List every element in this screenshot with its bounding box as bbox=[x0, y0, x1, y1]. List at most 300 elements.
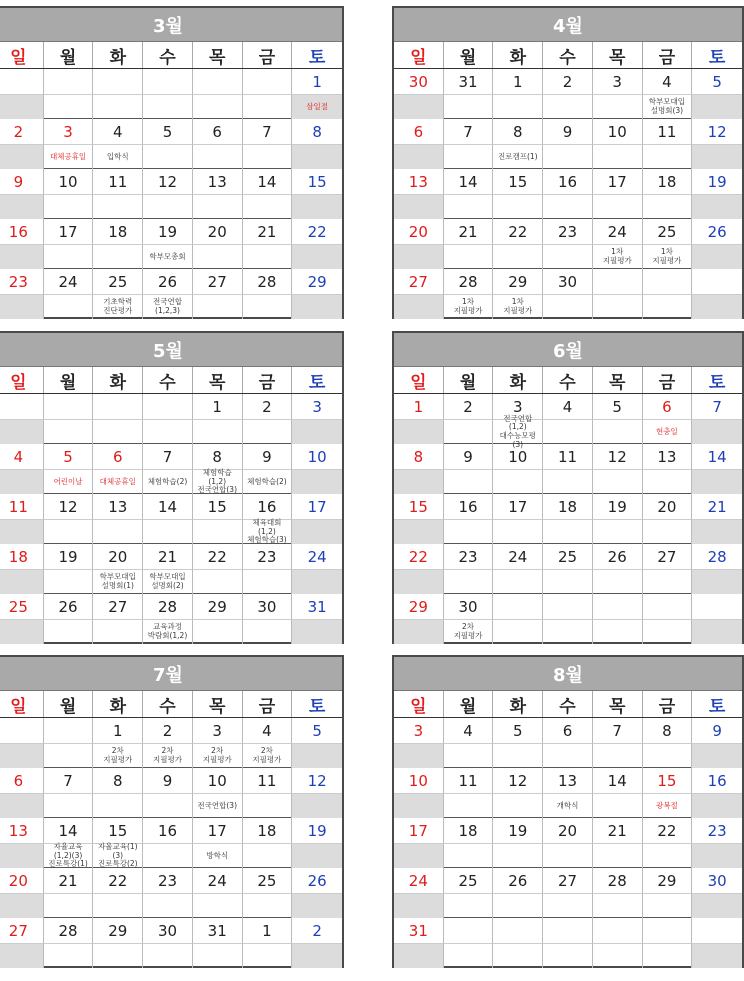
day-event bbox=[444, 245, 494, 269]
weekday-label: 수 bbox=[543, 367, 593, 393]
day-event bbox=[0, 470, 44, 494]
day-number: 29 bbox=[493, 269, 543, 295]
day-number: 2 bbox=[292, 918, 342, 944]
day-number: 10 bbox=[493, 444, 543, 470]
day-number: 12 bbox=[692, 119, 742, 145]
weekday-label: 토 bbox=[308, 47, 326, 68]
day-event bbox=[0, 844, 44, 868]
day-number bbox=[692, 269, 742, 295]
day-event bbox=[593, 844, 643, 868]
day-number: 16 bbox=[692, 768, 742, 794]
day-number: 5 bbox=[143, 119, 193, 145]
day-event bbox=[444, 894, 494, 918]
day-event bbox=[643, 620, 693, 644]
day-number: 20 bbox=[394, 219, 444, 245]
day-number: 30 bbox=[394, 69, 444, 95]
day-number: 24 bbox=[292, 544, 342, 570]
day-number: 10 bbox=[292, 444, 342, 470]
day-number: 11 bbox=[444, 768, 494, 794]
day-number: 23 bbox=[243, 544, 293, 570]
day-number: 7 bbox=[692, 394, 742, 420]
day-event: 개학식 bbox=[543, 794, 593, 818]
day-number: 19 bbox=[593, 494, 643, 520]
week-row bbox=[0, 918, 342, 968]
day-number bbox=[543, 594, 593, 620]
day-event bbox=[394, 744, 444, 768]
day-event bbox=[44, 420, 94, 444]
day-number: 2 bbox=[243, 394, 293, 420]
day-number: 14 bbox=[692, 444, 742, 470]
day-event bbox=[394, 570, 444, 594]
month-calendar bbox=[392, 6, 744, 319]
day-event bbox=[692, 295, 742, 319]
day-number: 31 bbox=[394, 918, 444, 944]
day-number bbox=[643, 918, 693, 944]
week-row bbox=[394, 119, 742, 169]
weekday-label: 화 bbox=[493, 367, 543, 393]
day-event bbox=[292, 894, 342, 918]
day-event bbox=[593, 95, 643, 119]
weekday-label: 수 bbox=[543, 691, 593, 717]
day-number bbox=[444, 918, 494, 944]
day-event bbox=[593, 894, 643, 918]
day-event bbox=[692, 145, 742, 169]
day-event bbox=[44, 245, 94, 269]
weekday-label: 토 bbox=[708, 372, 726, 393]
day-event bbox=[0, 95, 44, 119]
day-number: 3 bbox=[394, 718, 444, 744]
day-event bbox=[93, 944, 143, 968]
day-number: 15 bbox=[493, 169, 543, 195]
day-number: 14 bbox=[143, 494, 193, 520]
week-row bbox=[0, 868, 342, 918]
day-number: 22 bbox=[193, 544, 243, 570]
day-number: 2 bbox=[444, 394, 494, 420]
day-number: 12 bbox=[44, 494, 94, 520]
day-event bbox=[394, 195, 444, 219]
day-number: 27 bbox=[394, 269, 444, 295]
day-event bbox=[593, 295, 643, 319]
day-number: 20 bbox=[193, 219, 243, 245]
day-event: 대체공휴일 bbox=[93, 470, 143, 494]
day-number: 17 bbox=[193, 818, 243, 844]
weekday-label: 일 bbox=[394, 42, 444, 68]
day-number: 3 bbox=[292, 394, 342, 420]
weekday-label: 월 bbox=[44, 691, 94, 717]
day-number bbox=[593, 918, 643, 944]
day-number: 8 bbox=[292, 119, 342, 145]
day-event bbox=[143, 420, 193, 444]
day-number: 9 bbox=[692, 718, 742, 744]
day-event bbox=[193, 95, 243, 119]
day-number: 6 bbox=[394, 119, 444, 145]
day-event bbox=[44, 295, 94, 319]
day-number bbox=[243, 69, 293, 95]
day-event: 현충일 bbox=[643, 420, 693, 444]
day-number: 22 bbox=[493, 219, 543, 245]
day-number: 22 bbox=[394, 544, 444, 570]
day-event bbox=[44, 95, 94, 119]
day-number: 25 bbox=[643, 219, 693, 245]
day-event bbox=[143, 844, 193, 868]
day-event bbox=[692, 844, 742, 868]
day-number: 15 bbox=[93, 818, 143, 844]
day-number: 20 bbox=[543, 818, 593, 844]
day-event bbox=[193, 195, 243, 219]
day-event: 2차 지필평가 bbox=[243, 744, 293, 768]
week-row bbox=[394, 918, 742, 968]
day-event bbox=[394, 894, 444, 918]
day-event: 광복절 bbox=[643, 794, 693, 818]
day-number: 21 bbox=[593, 818, 643, 844]
day-event: 자율교육(1,2)(3) 진로특강(1) bbox=[44, 844, 94, 868]
day-number: 31 bbox=[193, 918, 243, 944]
day-event bbox=[243, 145, 293, 169]
day-event bbox=[193, 145, 243, 169]
day-number: 28 bbox=[143, 594, 193, 620]
day-number: 11 bbox=[93, 169, 143, 195]
month-title: 6월 bbox=[394, 333, 742, 367]
day-number: 28 bbox=[692, 544, 742, 570]
day-event bbox=[143, 894, 193, 918]
day-number: 17 bbox=[394, 818, 444, 844]
day-number: 4 bbox=[543, 394, 593, 420]
weekday-label: 금 bbox=[243, 367, 293, 393]
day-number: 13 bbox=[643, 444, 693, 470]
day-event bbox=[143, 145, 193, 169]
day-number: 24 bbox=[493, 544, 543, 570]
day-event bbox=[543, 145, 593, 169]
week-row bbox=[394, 868, 742, 918]
weekday-label: 화 bbox=[493, 691, 543, 717]
week-row bbox=[394, 494, 742, 544]
day-number: 22 bbox=[292, 219, 342, 245]
day-event bbox=[394, 794, 444, 818]
weekday-label: 화 bbox=[493, 42, 543, 68]
day-event bbox=[193, 420, 243, 444]
day-event bbox=[692, 245, 742, 269]
day-event bbox=[543, 420, 593, 444]
day-number bbox=[0, 718, 44, 744]
day-event bbox=[444, 520, 494, 544]
day-number: 5 bbox=[44, 444, 94, 470]
day-event bbox=[143, 944, 193, 968]
day-number: 15 bbox=[193, 494, 243, 520]
day-event: 진로캠프(1) bbox=[493, 145, 543, 169]
day-number: 16 bbox=[0, 219, 44, 245]
day-number: 28 bbox=[243, 269, 293, 295]
day-event bbox=[0, 894, 44, 918]
day-event bbox=[292, 420, 342, 444]
day-event: 체험학습(2) bbox=[143, 470, 193, 494]
day-event bbox=[143, 95, 193, 119]
week-row bbox=[394, 818, 742, 868]
day-event: 입학식 bbox=[93, 145, 143, 169]
day-number: 1 bbox=[93, 718, 143, 744]
day-number: 3 bbox=[493, 394, 543, 420]
weekday-label: 화 bbox=[93, 42, 143, 68]
day-number: 7 bbox=[593, 718, 643, 744]
day-number: 3 bbox=[193, 718, 243, 744]
weekday-header bbox=[394, 691, 742, 718]
day-number: 26 bbox=[44, 594, 94, 620]
day-number: 24 bbox=[394, 868, 444, 894]
day-number: 22 bbox=[93, 868, 143, 894]
day-event: 1차 지필평가 bbox=[493, 295, 543, 319]
day-event bbox=[692, 570, 742, 594]
day-event bbox=[593, 744, 643, 768]
day-event bbox=[0, 245, 44, 269]
day-event bbox=[493, 744, 543, 768]
day-event bbox=[292, 145, 342, 169]
day-number: 13 bbox=[93, 494, 143, 520]
day-number: 11 bbox=[0, 494, 44, 520]
day-event bbox=[493, 195, 543, 219]
day-number: 25 bbox=[543, 544, 593, 570]
week-row bbox=[394, 768, 742, 818]
day-event bbox=[643, 195, 693, 219]
day-number: 8 bbox=[193, 444, 243, 470]
day-number: 12 bbox=[143, 169, 193, 195]
day-number: 17 bbox=[292, 494, 342, 520]
day-number: 27 bbox=[93, 594, 143, 620]
day-event bbox=[444, 420, 494, 444]
day-number: 9 bbox=[444, 444, 494, 470]
week-row bbox=[0, 119, 342, 169]
day-number: 21 bbox=[243, 219, 293, 245]
weekday-label: 수 bbox=[543, 42, 593, 68]
day-number: 5 bbox=[692, 69, 742, 95]
day-event: 2차 지필평가 bbox=[143, 744, 193, 768]
day-event bbox=[193, 570, 243, 594]
day-number: 14 bbox=[444, 169, 494, 195]
weekday-header bbox=[394, 42, 742, 69]
day-event bbox=[193, 944, 243, 968]
day-number: 29 bbox=[394, 594, 444, 620]
month-calendar bbox=[0, 6, 344, 319]
day-event bbox=[0, 794, 44, 818]
day-event bbox=[93, 420, 143, 444]
day-number: 21 bbox=[444, 219, 494, 245]
weekday-label: 화 bbox=[93, 691, 143, 717]
day-number: 24 bbox=[44, 269, 94, 295]
day-number: 8 bbox=[394, 444, 444, 470]
week-row bbox=[0, 544, 342, 594]
day-event: 2차 지필평가 bbox=[93, 744, 143, 768]
day-event bbox=[493, 794, 543, 818]
day-number bbox=[593, 269, 643, 295]
day-number: 7 bbox=[243, 119, 293, 145]
day-number: 11 bbox=[543, 444, 593, 470]
day-number: 23 bbox=[0, 269, 44, 295]
day-number: 22 bbox=[643, 818, 693, 844]
day-event: 학부모대입 설명회(3) bbox=[643, 95, 693, 119]
day-number: 9 bbox=[143, 768, 193, 794]
day-event bbox=[243, 620, 293, 644]
day-number: 25 bbox=[0, 594, 44, 620]
day-number: 31 bbox=[444, 69, 494, 95]
day-number bbox=[93, 394, 143, 420]
day-number: 4 bbox=[643, 69, 693, 95]
week-row bbox=[0, 818, 342, 868]
day-event: 2차 지필평가 bbox=[444, 620, 494, 644]
day-event bbox=[444, 95, 494, 119]
day-event: 삼일절 bbox=[292, 95, 342, 119]
day-event bbox=[444, 844, 494, 868]
day-event bbox=[0, 195, 44, 219]
day-number: 27 bbox=[543, 868, 593, 894]
day-event bbox=[543, 520, 593, 544]
weekday-label: 토 bbox=[308, 696, 326, 717]
day-number: 1 bbox=[394, 394, 444, 420]
day-number: 15 bbox=[643, 768, 693, 794]
day-event: 전국연합 (1,2,3) bbox=[143, 295, 193, 319]
day-number: 25 bbox=[444, 868, 494, 894]
day-number bbox=[692, 918, 742, 944]
day-event: 자율교육(1)(3) 진로특강(2) bbox=[93, 844, 143, 868]
day-event bbox=[243, 570, 293, 594]
day-event bbox=[44, 794, 94, 818]
day-event bbox=[643, 295, 693, 319]
day-number: 6 bbox=[643, 394, 693, 420]
day-event: 대체공휴일 bbox=[44, 145, 94, 169]
day-number: 29 bbox=[292, 269, 342, 295]
day-event bbox=[593, 794, 643, 818]
weekday-label: 금 bbox=[643, 42, 693, 68]
day-event bbox=[292, 520, 342, 544]
day-number: 26 bbox=[143, 269, 193, 295]
day-event bbox=[493, 844, 543, 868]
day-number: 7 bbox=[44, 768, 94, 794]
day-number: 7 bbox=[444, 119, 494, 145]
day-event: 기초학력 진단평가 bbox=[93, 295, 143, 319]
day-event bbox=[0, 744, 44, 768]
week-row bbox=[0, 718, 342, 768]
day-number: 5 bbox=[493, 718, 543, 744]
day-event bbox=[394, 470, 444, 494]
week-row bbox=[0, 269, 342, 319]
weekday-header bbox=[0, 42, 342, 69]
day-event bbox=[394, 420, 444, 444]
day-event bbox=[643, 570, 693, 594]
day-number bbox=[143, 69, 193, 95]
day-event bbox=[493, 520, 543, 544]
weekday-label: 일 bbox=[0, 367, 44, 393]
day-number: 9 bbox=[543, 119, 593, 145]
day-event bbox=[143, 520, 193, 544]
day-event: 방학식 bbox=[193, 844, 243, 868]
day-number: 27 bbox=[193, 269, 243, 295]
day-number: 30 bbox=[243, 594, 293, 620]
day-event bbox=[543, 95, 593, 119]
day-event bbox=[292, 944, 342, 968]
month-calendar bbox=[0, 331, 344, 644]
day-event bbox=[292, 744, 342, 768]
weekday-label: 토 bbox=[708, 696, 726, 717]
day-number: 15 bbox=[394, 494, 444, 520]
day-number: 19 bbox=[143, 219, 193, 245]
day-event bbox=[0, 145, 44, 169]
day-number: 10 bbox=[394, 768, 444, 794]
day-event bbox=[44, 620, 94, 644]
week-row bbox=[394, 444, 742, 494]
day-number: 6 bbox=[0, 768, 44, 794]
month-calendar bbox=[0, 655, 344, 968]
day-number: 25 bbox=[243, 868, 293, 894]
day-event bbox=[394, 245, 444, 269]
day-number: 3 bbox=[593, 69, 643, 95]
weekday-label: 금 bbox=[643, 367, 693, 393]
weekday-label: 목 bbox=[593, 691, 643, 717]
day-number: 7 bbox=[143, 444, 193, 470]
day-event bbox=[593, 470, 643, 494]
day-number: 10 bbox=[193, 768, 243, 794]
day-number: 2 bbox=[0, 119, 44, 145]
day-number: 13 bbox=[0, 818, 44, 844]
day-event bbox=[643, 944, 693, 968]
weekday-label: 목 bbox=[593, 42, 643, 68]
day-event bbox=[593, 145, 643, 169]
weekday-label: 수 bbox=[143, 367, 193, 393]
day-number: 17 bbox=[44, 219, 94, 245]
weekday-label: 일 bbox=[0, 691, 44, 717]
day-number bbox=[692, 594, 742, 620]
day-number bbox=[543, 918, 593, 944]
weekday-label: 토 bbox=[708, 47, 726, 68]
week-row bbox=[394, 594, 742, 644]
day-event bbox=[0, 570, 44, 594]
day-number: 24 bbox=[593, 219, 643, 245]
day-number: 25 bbox=[93, 269, 143, 295]
day-event bbox=[243, 894, 293, 918]
day-event bbox=[493, 470, 543, 494]
day-number: 12 bbox=[593, 444, 643, 470]
day-number: 18 bbox=[643, 169, 693, 195]
day-event bbox=[44, 944, 94, 968]
day-event bbox=[243, 420, 293, 444]
day-event bbox=[292, 570, 342, 594]
day-number: 6 bbox=[93, 444, 143, 470]
day-event bbox=[0, 620, 44, 644]
day-event bbox=[93, 95, 143, 119]
day-event bbox=[93, 245, 143, 269]
day-number: 28 bbox=[444, 269, 494, 295]
day-event bbox=[543, 744, 593, 768]
day-event bbox=[193, 295, 243, 319]
day-number: 27 bbox=[643, 544, 693, 570]
day-number: 12 bbox=[493, 768, 543, 794]
day-event: 체험학습(1,2) 전국연합(3) bbox=[193, 470, 243, 494]
day-number: 12 bbox=[292, 768, 342, 794]
day-number: 2 bbox=[543, 69, 593, 95]
day-event: 1차 지필평가 bbox=[643, 245, 693, 269]
weekday-label: 목 bbox=[193, 367, 243, 393]
day-number: 4 bbox=[243, 718, 293, 744]
weekday-label: 금 bbox=[243, 691, 293, 717]
weekday-label: 금 bbox=[643, 691, 693, 717]
day-event bbox=[143, 195, 193, 219]
day-event bbox=[692, 620, 742, 644]
day-number: 19 bbox=[44, 544, 94, 570]
day-number: 26 bbox=[493, 868, 543, 894]
day-event bbox=[193, 520, 243, 544]
day-number: 1 bbox=[243, 918, 293, 944]
day-number: 29 bbox=[643, 868, 693, 894]
day-event bbox=[292, 844, 342, 868]
day-number bbox=[493, 594, 543, 620]
day-number bbox=[593, 594, 643, 620]
month-title: 5월 bbox=[0, 333, 342, 367]
